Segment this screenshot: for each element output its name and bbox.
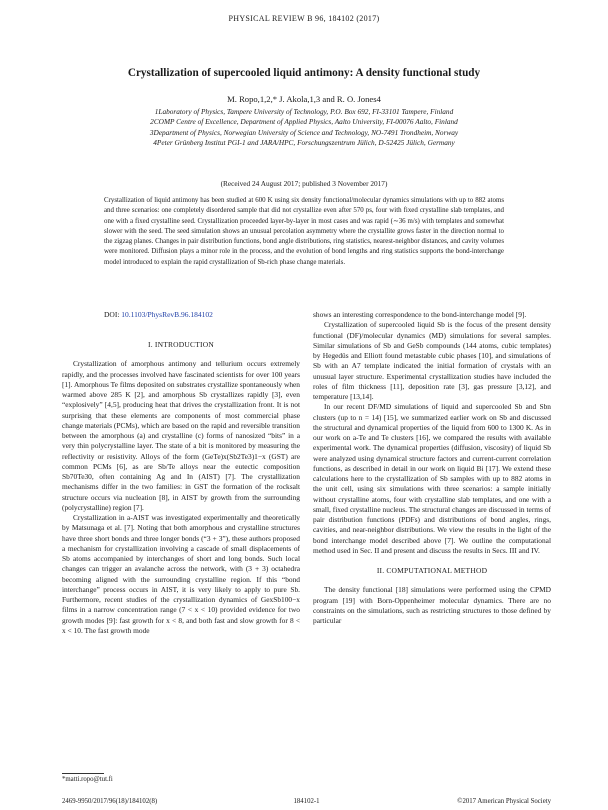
left-column <box>62 340 300 636</box>
footer-copyright: ©2017 American Physical Society <box>457 798 551 805</box>
paragraph: Crystallization of amorphous antimony and tellurium occurs extremely rapidly, and the processes involved have fascinated scientists for over 100 years [1]. Amorphous Te films deposited on substrates crystallize spontaneously when warmed above 285 K [2], and amorphous Sb crystallizes rapidly [3], even “explosively” [4,5], producing heat that drives the crystallization front. It is not surprising that these elements are components of most commercial phase change materials (PCMs), which are based on the rapid and reversible transition between the amorphous (a) and crystalline (c) forms of nanosized “bits” in a very thin polycrystalline layer. The state of a bit is monitored by measuring the reflectivity or resistivity. Alloys of the form (GeTe)x(Sb2Te3)1−x (GST) are common PCMs [6], as are Sb/Te alloys near the eutectic composition Sb70Te30, often containing Ag and In (AIST) [7]. The crystallization mechanisms differ in the two families: in GST the formation of the rocksalt structure occurs via nucleation [8], in AIST by growth from the surrounding (polycrystalline) region [7]. <box>62 359 300 512</box>
doi-label: DOI: <box>104 310 120 319</box>
section-heading-method: II. COMPUTATIONAL METHOD <box>376 566 488 575</box>
paragraph: In our recent DF/MD simulations of liquid and supercooled Sb and Sbn clusters (up to n = 14) [15], we summarized earlier work on Sb and discussed the structural and dynamical properties of the liquid from 600 to 1300 K. As in our work on a-Te and Te clusters [16], we compared the results with available experimental work. The dynamical properties (diffusion, viscosity) of liquid Sb were analyzed using dynamical structure factors and current-current correlation functions, as described in detail in our work on liquid Bi [17]. We extend these calculations here to the crystallization of Sb samples with up to 882 atoms in the unit cell, using six simulations with three scenarios: a sample initially without crystalline atoms, four with crystalline slab templates, and one with a small, fixed crystalline nucleus. The structural changes are discussed in terms of pair distribution functions (PDFs) and distributions of bond angles, rings, cavities, and near-neighbor distributions. We view the results in the light of the bond interchange model described above [7]. We outline the computational method used in Sec. II and present and discuss the results in Secs. III and IV. <box>313 402 551 555</box>
footer-page-number: 184102-1 <box>293 798 320 805</box>
author-list: M. Ropo,1,2,* J. Akola,1,3 and R. O. Jones4 <box>227 94 381 104</box>
affiliation: 3Department of Physics, Norwegian University of Science and Technology, NO-7491 Trondheim, Norway <box>149 127 459 137</box>
affiliation: 2COMP Centre of Excellence, Department of Applied Physics, Aalto University, FI-00076 Aalto, Finland <box>150 117 458 127</box>
footnote-email[interactable]: *matti.ropo@tut.fi <box>62 776 113 783</box>
paragraph: Crystallization of supercooled liquid Sb is the focus of the present density functional (DF)/molecular dynamics (MD) simulations for several samples. Similar simulations of Sb and GeSb compounds (144 atoms, cubic templates) by Hegedüs and Elliott found metastable cubic phases [10], and simulations of Sb with an A7 template indicated the initial formation of crystals with an unusual layer structure. Experimental crystallization studies have included the roles of film thickness [11], deposition rate [3], gas pressure [3,12], and temperature [13,14]. <box>313 320 551 401</box>
affiliations <box>40 107 568 149</box>
paragraph: Crystallization in a-AIST was investigated experimentally and theoretically by Matsunaga et al. [7]. Noting that both amorphous and crystalline structures have three short bonds and three longer bonds (“3 + 3”), these authors proposed a mechanism for crystallization involving a cascade of small displacements of Sb atoms accompanied by interchanges of short and long bonds. Such local changes can trigger an avalanche across the network, with (3 + 3) octahedra becoming aligned with the surrounding crystalline region. If this “bond interchange” process occurs in AIST, it is very likely to apply to pure Sb. Furthermore, recent studies of the crystallization dynamics of GexSb100−x films in a narrow concentration range (7 < x < 10) provided evidence for two growth modes [9]: fast growth for x < 8, and both fast and slow growth for 8 < x < 10. The fast growth mode <box>62 513 300 635</box>
journal-header: PHYSICAL REVIEW B 96, 184102 (2017) <box>228 14 380 23</box>
footer-issn: 2469-9950/2017/96(18)/184102(8) <box>62 798 158 805</box>
paper-title: Crystallization of supercooled liquid antimony: A density functional study <box>127 67 481 79</box>
section-heading-introduction: I. INTRODUCTION <box>148 340 214 349</box>
received-dates: (Received 24 August 2017; published 3 November 2017) <box>220 179 388 188</box>
paragraph: shows an interesting correspondence to the bond-interchange model [9]. <box>313 310 527 319</box>
doi-line <box>104 310 213 319</box>
doi-link[interactable]: 10.1103/PhysRevB.96.184102 <box>121 310 213 319</box>
right-column <box>313 310 551 626</box>
paragraph: The density functional [18] simulations were performed using the CPMD program [19] with Born-Oppenheimer molecular dynamics. There are no constraints on the simulations, such as restricting structures to those defined by particular <box>313 585 551 625</box>
affiliation: 4Peter Grünberg Institut PGI-1 and JARA/HPC, Forschungszentrum Jülich, D-52425 Jülich, Germany <box>153 138 455 148</box>
affiliation: 1Laboratory of Physics, Tampere University of Technology, P.O. Box 692, FI-33101 Tampere, Finland <box>154 107 454 116</box>
abstract: Crystallization of liquid antimony has been studied at 600 K using six density functional/molecular dynamics simulations with up to 882 atoms and three scenarios: one completely disordered sample that did not crystallize even after 570 ps, four with fixed crystalline slab templates, and one with a fixed crystalline seed. Crystallization proceeded layer-by-layer in most cases and was rapid (∼36 m/s) with templates and somewhat slower with the seed. The seed simulation shows an unusual percolation asymmetry where the crystallite grows faster in the direction normal to the zigzag planes. Changes in pair distribution functions, bond angle distributions, ring statistics, nearest-neighbor distances, and cavity volumes were monitored. Diffusion plays a minor role in the process, and the evolution of bond lengths and ring statistics supports the bond-interchange model introduced to explain the rapid crystallization of Sb-rich phase change materials. <box>104 197 504 266</box>
footnote-rule <box>62 773 104 774</box>
